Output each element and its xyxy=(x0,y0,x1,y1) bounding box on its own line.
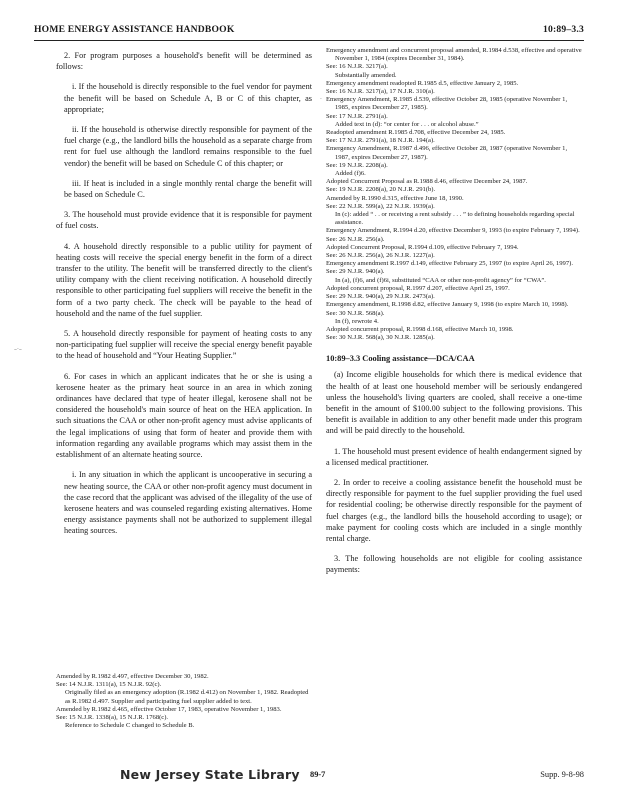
history-note: See: 14 N.J.R. 1311(a), 15 N.J.R. 92(c). xyxy=(56,681,162,689)
history-note: Emergency amendment, R.1998 d.82, effective January 9, 1998 (to expire March 10, 1998). xyxy=(326,301,569,309)
paragraph-2-i: i. If the household is directly responsible to the fuel vendor for payment the benefit will be based on Schedule A, B or C of this chapter, as appropriate; xyxy=(64,82,312,114)
history-note: Emergency amendment and concurrent proposal amended, R.1984 d.538, effective and operative November 1, 1984 (expires December 31, 1984). xyxy=(326,47,582,63)
paragraph-2: 2. For program purposes a household's benefit will be determined as follows: xyxy=(56,51,312,72)
history-note: Emergency Amendment, R.1987 d.496, effective October 28, 1987 (operative November 1, 1987, expires December 27, 1987). xyxy=(326,145,568,161)
paragraph-a: (a) Income eligible households for which there is medical evidence that the health of at least one household member will be seriously endangered unless the household's living quarters are cooled, shall receive a one-time benefit in the amount of $100.00 subject to the following provisions. This benefit is available in addition to any other benefit made under this program and will be paid directly to the household. xyxy=(326,370,582,436)
paragraph-a-1: 1. The household must present evidence of health endangerment signed by a licensed medical practitioner. xyxy=(326,446,582,467)
history-note: Adopted concurrent proposal, R.1998 d.168, effective March 10, 1998. xyxy=(326,325,514,333)
history-note: See: 19 N.J.R. 2208(a), 20 N.J.R. 291(b). xyxy=(326,186,436,194)
history-note: See: 29 N.J.R. 940(a). xyxy=(326,268,385,276)
history-note: Amended by R.1982 d.497, effective December 30, 1982. xyxy=(56,673,209,680)
library-stamp: New Jersey State Library xyxy=(120,767,300,782)
margin-mark: –·– xyxy=(14,346,22,353)
page-footer xyxy=(120,767,584,784)
paragraph-6: 6. For cases in which an applicant indicates that he or she is using a kerosene heater as the primary heat source in an area in which zoning ordinances have declared that type of heater illegal, kerosene shall not be considered the household's main source of heat on the HEA application. In such situations the CAA or other non-profit agency must advise applicants of the legal implications of using that form of heater and provide them with information regarding any available programs which may assist them in the establishment of an alternate heating source. xyxy=(56,371,312,460)
paragraph-a-2: 2. In order to receive a cooling assistance benefit the household must be directly responsible for payment to the fuel supplier providing the fuel used for residential cooling; be otherwise directly responsible for the payment of fuel charges (e.g., the landlord bills the household according to usage); or make payment for cooling costs which are included in a single monthly rental charge. xyxy=(326,477,582,543)
history-note: See: 29 N.J.R. 940(a), 29 N.J.R. 2473(a). xyxy=(326,293,435,301)
paragraph-2-iii: iii. If heat is included in a single monthly rental charge the benefit will be based on Schedule C. xyxy=(64,178,312,200)
right-history-notes xyxy=(326,47,582,342)
history-note: Amended by R.1982 d.465, effective October 17, 1983, operative November 1, 1983. xyxy=(56,705,282,713)
history-note: See: 15 N.J.R. 1338(a), 15 N.J.R. 1768(c). xyxy=(56,714,169,722)
history-note: See: 19 N.J.R. 2208(a). xyxy=(326,161,388,169)
history-note: Adopted Concurrent Proposal as R.1988 d.46, effective December 24, 1987. xyxy=(326,178,528,186)
history-note: See: 26 N.J.R. 256(a), 26 N.J.R. 1227(a). xyxy=(326,252,435,260)
history-note: Reference to Schedule C changed to Schedule B. xyxy=(65,722,195,730)
history-note: Emergency Amendment, R.1985 d.539, effective October 28, 1985 (operative November 1, 1985, expires December 27, 1985). xyxy=(326,96,568,112)
history-note: In (f), rewrote 4. xyxy=(335,317,379,325)
supplement-date: Supp. 9-8-98 xyxy=(540,770,584,779)
history-note: In (c): added “ . . or receiving a rent subsidy . . . ” to defining households regarding special assistance. xyxy=(335,211,575,227)
paragraph-6-i: i. In any situation in which the applicant is uncooperative in securing a new heating source, the CAA or other non-profit agency must document in the case record that the applicant was advised of the illegality of the use of kerosene heaters and was counseled regarding existing alternatives. Home energy assistance payments shall not be authorized to supplement illegal heating sources. xyxy=(64,470,312,536)
history-note: See: 30 N.J.R. 568(a). xyxy=(326,309,385,317)
paragraph-4: 4. A household directly responsible to a public utility for payment of heating costs will receive the special energy benefit in the form of a direct transfer to the utility. The benefit will be transferred directly to the client's utility company with the client receiving notification. A household directly responsible to other participating fuel suppliers will receive the benefit in the form of a two party check. The check will be payable to the head of household and the name of the fuel supplier. xyxy=(56,241,312,318)
history-note: Adopted Concurrent Proposal, R.1994 d.109, effective February 7, 1994. xyxy=(326,243,519,251)
history-note: In (a), (f)6, and (f)6i, substituted “CAA or other non-profit agency” for “CWA”. xyxy=(335,276,546,284)
history-note: See: 17 N.J.R. 2791(a), 18 N.J.R. 194(a). xyxy=(326,137,435,145)
history-note: See: 17 N.J.R. 2791(a). xyxy=(326,112,388,120)
handbook-title: HOME ENERGY ASSISTANCE HANDBOOK xyxy=(34,24,235,35)
left-history-notes xyxy=(56,673,312,730)
history-note: See: 22 N.J.R. 599(a), 22 N.J.R. 1939(a). xyxy=(326,202,435,210)
history-note: Emergency Amendment, R.1994 d.20, effective December 9, 1993 (to expire February 7, 1994). xyxy=(326,227,580,235)
section-number: 10:89–3.3 xyxy=(543,24,584,35)
history-note: Adopted concurrent proposal, R.1997 d.207, effective April 25, 1997. xyxy=(326,284,510,292)
section-heading: 10:89–3.3 Cooling assistance—DCA/CAA xyxy=(326,354,475,364)
history-note: Added text in (d): “or center for . . . or alcohol abuse.” xyxy=(335,120,479,128)
paragraph-a-3: 3. The following households are not eligible for cooling assistance payments: xyxy=(326,554,582,575)
history-note: See: 30 N.J.R. 568(a), 30 N.J.R. 1285(a). xyxy=(326,334,435,342)
paragraph-3: 3. The household must provide evidence that it is responsible for payment of fuel costs. xyxy=(56,210,312,231)
history-note: Added (f)6. xyxy=(335,170,366,178)
left-column xyxy=(56,50,312,546)
history-note: Originally filed as an emergency adoption (R.1982 d.412) on November 1, 1982. Readopted as R.1982 d.497. Supplier and participating fuel supplier added to text. xyxy=(65,689,309,705)
history-note: Readopted amendment R.1985 d.708, effective December 24, 1985. xyxy=(326,129,506,137)
right-column xyxy=(326,47,582,585)
history-note: Amended by R.1990 d.315, effective June 18, 1990. xyxy=(326,194,464,202)
margin-mark: · xyxy=(320,96,322,103)
history-note: Emergency amendment readopted R.1985 d.5, effective January 2, 1985. xyxy=(326,79,519,87)
page-number: 89-7 xyxy=(310,770,326,779)
history-note: Emergency amendment R.1997 d.149, effective February 25, 1997 (to expire April 26, 1997). xyxy=(326,260,573,268)
history-note: See: 26 N.J.R. 256(a). xyxy=(326,235,385,243)
history-note: See: 16 N.J.R. 3217(a). xyxy=(326,63,388,71)
paragraph-5: 5. A household directly responsible for payment of heating costs to any non-participating fuel supplier will receive the special energy benefit payable to the head of household and “Your Heating Supplier.” xyxy=(56,329,312,361)
history-note: See: 16 N.J.R. 3217(a), 17 N.J.R. 310(a). xyxy=(326,88,435,96)
page-header xyxy=(34,24,584,41)
paragraph-2-ii: ii. If the household is otherwise directly responsible for payment of the fuel charge (e.g., the landlord bills the household as a separate charge from rent for fuel use although the landlord remains responsible to the fuel vendor) the benefit will be based on Schedule C of this chapter; or xyxy=(64,125,312,168)
history-note: Substantially amended. xyxy=(335,71,397,79)
